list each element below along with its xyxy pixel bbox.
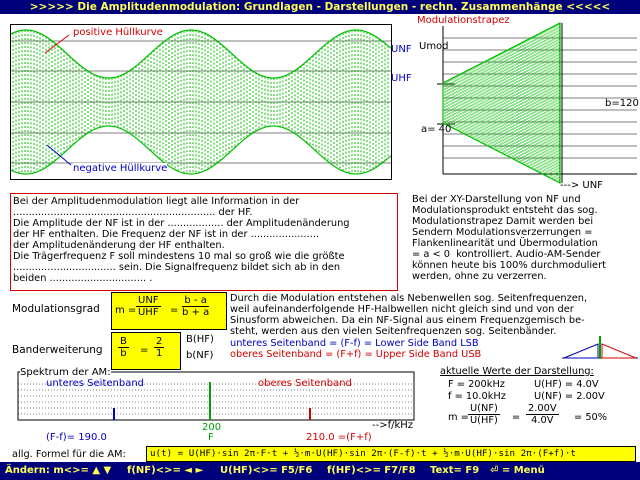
value-m-num: U(NF)	[470, 403, 498, 414]
num-B: B	[120, 336, 127, 347]
am-formula-text: u(t) = U(HF)·sin 2π·F·t + ½·m·U(HF)·sin 2π·(F-f)·t + ½·m·U(HF)·sin 2π·(F+f)·t	[150, 448, 576, 459]
value-f: f = 10.0kHz	[448, 391, 506, 402]
label-uhf: UHF	[391, 73, 412, 84]
banderweiterung-label: Banderweiterung	[12, 344, 103, 356]
text-line: weil aufeinanderfolgende HF-Halbwellen nicht gleich sind und von der	[230, 304, 574, 315]
key-change-fnf[interactable]: f(NF)<>= ◄ ►	[127, 465, 204, 476]
lower-freq-value: (F-f)= 190.0	[46, 432, 107, 443]
key-change-fhf[interactable]: f(HF)<>= F7/F8	[327, 465, 416, 476]
value-F: F = 200kHz	[448, 379, 505, 390]
text-line: steht, werden aus den vielen Seitenfrequenzen sog. Seitenbänder.	[230, 326, 557, 337]
value-m-num2: 2.00V	[528, 403, 557, 414]
key-change-uhf[interactable]: U(HF)<>= F5/F6	[220, 465, 313, 476]
value-m-eq: =	[512, 412, 521, 423]
value-UNF: U(NF) = 2.00V	[534, 391, 605, 402]
label-axis-unf: ---> UNF	[560, 180, 603, 191]
key-text[interactable]: Text= F9	[430, 465, 480, 476]
am-waveform-svg	[11, 25, 391, 179]
formula-label: allg. Formel für die AM:	[12, 449, 126, 460]
text-line: Flankenlinearität und Übermodulation	[412, 238, 598, 249]
value-m-den: U(HF)	[469, 415, 498, 426]
text-line: können heute bis 100% durchmoduliert	[412, 260, 606, 271]
num-b-minus-a: b - a	[182, 295, 209, 307]
value-UHF: U(HF) = 4.0V	[534, 379, 599, 390]
value-m-fraction	[468, 403, 500, 426]
text-line: Durch die Modulation entstehen als Nebenwellen sog. Seitenfrequenzen,	[230, 293, 588, 304]
text-line: Modulationstrapez Damit werden bei	[412, 216, 594, 227]
key-menu[interactable]: ⏎ = Menü	[490, 465, 545, 476]
am-waveform-panel	[10, 24, 392, 180]
text-line: beiden ............................... .	[13, 273, 153, 284]
am-formula	[146, 446, 636, 462]
value-m-result: = 50%	[574, 412, 608, 423]
upper-sideband-label: oberes Seitenband	[258, 378, 352, 389]
sideband-triangle-icon	[560, 334, 640, 360]
upper-freq-value: 210.0 =(F+f)	[306, 432, 372, 443]
xy-description	[412, 194, 606, 282]
den-b: b	[120, 348, 127, 359]
text-line: werden, ohne zu verzerren.	[412, 271, 547, 282]
value-m-fraction2	[526, 403, 559, 426]
text-line: Modulationsprodukt entsteht das sog.	[412, 205, 598, 216]
usb-definition: oberes Seitenband = (F+f) = Upper Side Band USB	[230, 349, 482, 360]
text-line: ................................................................. der HF.	[13, 207, 253, 218]
fraction-2-1	[154, 336, 164, 359]
cloze-text-box	[10, 193, 398, 291]
den-b-plus-a: b + a	[182, 307, 210, 318]
lsb-definition: unteres Seitenband = (F-f) = Lower Side Band LSB	[230, 338, 479, 349]
cloze-text	[11, 194, 397, 286]
key-bar	[0, 462, 640, 480]
bandwidth-formula	[111, 332, 181, 370]
text-line: Bei der Amplitudenmodulation liegt alle Information in der	[13, 196, 300, 207]
center-freq-label: F	[208, 432, 214, 443]
den-uhf: UHF	[137, 307, 159, 318]
text-line: der HF enthalten. Die Frequenz der NF ist in der ......................	[13, 229, 320, 240]
spectrum-title: Spektrum der AM:	[20, 367, 111, 378]
text-line: Die Amplitude der NF ist in der .................. der Amplitudenänderung	[13, 218, 350, 229]
value-m-label: m =	[448, 412, 469, 423]
text-line: ................................. sein. Die Signalfrequenz bildet sich ab in den	[13, 262, 341, 273]
sideband-description	[230, 293, 587, 337]
label-a: a= 40	[421, 124, 452, 135]
label-bhf: B(HF)	[186, 334, 214, 345]
text-line: = a < 0 kontrolliert. Audio-AM-Sender	[412, 249, 601, 260]
text-line: Die Trägerfrequenz F soll mindestens 10 mal so groß wie die größte	[13, 251, 345, 262]
fraction-B-b	[118, 336, 129, 359]
label-bnf: b(NF)	[186, 350, 214, 361]
key-change-m[interactable]: Ändern: m<>= ▲ ▼	[5, 465, 112, 476]
text-line: Sinusform abweichen. Da ein NF-Signal aus einem Frequenzgemisch be-	[230, 315, 585, 326]
label-negative-envelope: negative Hüllkurve	[73, 163, 168, 174]
text-line: Bei der XY-Darstellung von NF und	[412, 194, 581, 205]
values-title: aktuelle Werte der Darstellung:	[440, 366, 594, 377]
spectrum-axis-label: -->f/kHz	[372, 420, 414, 431]
label-umod: Umod	[419, 41, 449, 52]
label-positive-envelope: positive Hüllkurve	[73, 27, 163, 38]
trapezoid-title: Modulationstrapez	[417, 15, 510, 26]
eq2: =	[140, 345, 149, 356]
negative-envelope-pointer	[47, 145, 71, 165]
fraction-unf-uhf	[136, 295, 161, 318]
trapezoid-outline	[443, 23, 560, 183]
trapezoid-panel	[415, 14, 640, 192]
label-unf: UNF	[391, 44, 412, 55]
spectrum-panel	[10, 366, 422, 446]
text-line: der Amplitudenänderung der HF enthalten.	[13, 240, 225, 251]
num-unf: UNF	[138, 295, 159, 306]
lower-sideband-label: unteres Seitenband	[46, 378, 145, 389]
label-b: b=120	[605, 98, 639, 109]
modulationsgrad-formula	[111, 292, 227, 330]
modulationsgrad-label: Modulationsgrad	[12, 303, 100, 315]
m-symbol: m =	[115, 305, 137, 316]
value-m-den2: 4.0V	[531, 415, 554, 426]
center-freq-value: 200	[202, 422, 222, 433]
den-1: 1	[156, 348, 163, 359]
current-values-panel	[440, 366, 640, 436]
text-line: Sendern Modulationsverzerrungen =	[412, 227, 593, 238]
eq1: =	[170, 305, 179, 316]
fraction-ba	[182, 295, 209, 318]
window-title: >>>>> Die Amplitudenmodulation: Grundlagen - Darstellungen - rechn. Zusammenhänge <<<<<	[0, 0, 640, 14]
num-2: 2	[156, 336, 163, 347]
